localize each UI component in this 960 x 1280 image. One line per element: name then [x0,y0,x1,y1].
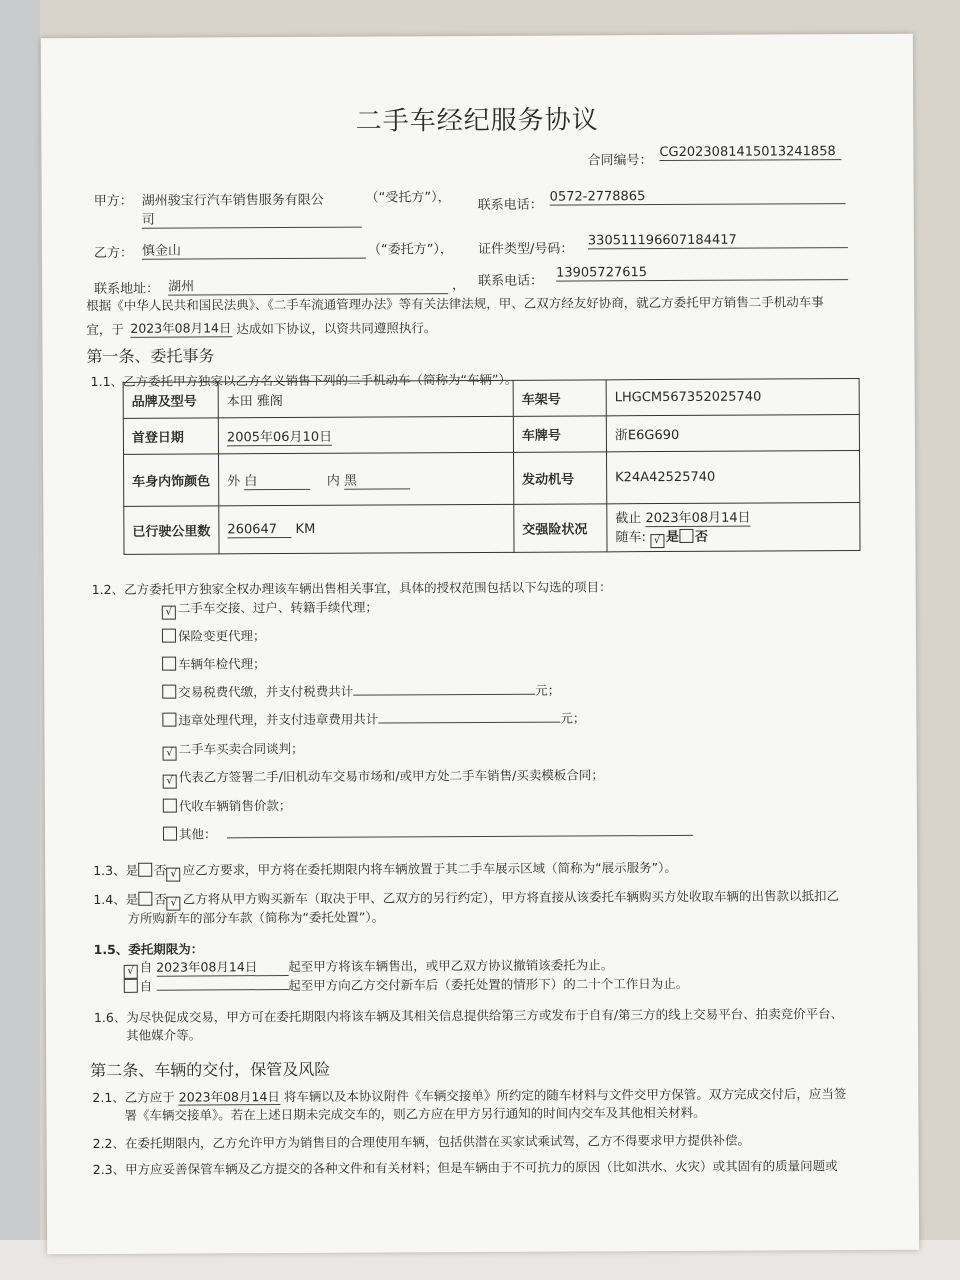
clause-1-4 [93,886,839,911]
option-1-label: 二手车交接、过户、转籍手续代理； [177,599,378,616]
party-b-address-separator: ， [452,278,466,294]
party-b-id-type-label: 证件类型/号码： [477,241,574,258]
option-2-label: 保险变更代理； [177,628,266,644]
other-field[interactable] [226,821,692,838]
insurance-with-car-prefix: 随车: [615,530,646,546]
clause-1-5-heading: 1.5、委托期限为： [93,941,204,958]
vehicle-info-table [123,378,861,555]
option-9-checkbox[interactable] [163,827,177,841]
option-1 [162,598,378,620]
option-9-label: 其他： [178,826,217,842]
party-a-name-line2: 司 [142,208,362,229]
term-option-1-prefix: 自 [139,959,153,975]
brand-value: 本田 雅阁 [218,380,513,418]
clause-1-6 [94,1004,843,1026]
clause-2-1-prefix: 乙方应于 [124,1089,175,1105]
agreement-date: 2023年08月14日 [130,318,232,338]
clause-1-3-no-checkbox[interactable]: √ [167,868,181,882]
term-option-1-text: 起至甲方将该车辆售出，或甲乙双方协议撤销该委托为止。 [288,957,614,975]
clause-1-6-text2: 其他媒介等。 [126,1027,202,1043]
option-6-label: 二手车买卖合同谈判； [178,740,304,757]
option-1-checkbox[interactable]: √ [162,606,176,620]
clause-1-3-number: 1.3、 [93,862,126,879]
plate-value: 浙E6G690 [606,415,859,452]
party-a-role: （“受托方”）， [365,190,451,206]
document-title: 二手车经纪服务协议 [355,105,599,137]
clause-2-3-number: 2.3、 [92,1161,126,1178]
clause-1-4-number: 1.4、 [93,891,126,908]
party-b-id-number: 330511196607184417 [588,232,848,249]
term-start-date: 2023年08月14日 [156,957,288,977]
clause-1-4-text2: 方所购新车的部分车款（简称为“委托处置”）。 [127,909,385,926]
clause-1-4-yes-label: 是 [125,891,139,907]
preamble-line2-prefix: 宜，于 [86,321,124,338]
party-b-role: （“委托方”）， [367,242,453,258]
option-5-label: 违章处理代理，并支付违章费用共计 [178,711,379,728]
exterior-color: 白 [244,469,310,489]
option-5-suffix: 元； [560,710,586,726]
contract-number-label: 合同编号： [587,153,653,169]
option-9 [163,821,693,843]
preamble-line2-suffix: 达成如下协议，以资共同遵照执行。 [236,320,437,337]
insurance-no-checkbox[interactable] [679,529,693,543]
option-3 [162,654,266,673]
party-b-label: 乙方： [93,245,134,262]
clause-2-1-text2: 署《车辆交接单》。若在上述日期未完成交车的，则乙方应在甲方另行通知的时间内交车及其他相关材料。 [124,1104,706,1123]
term-option-1-checkbox[interactable]: √ [124,965,138,979]
insurance-label: 交强险状况 [514,504,607,552]
clause-1-1: 1.1、乙方委托甲方独家以乙方名义销售下列的二手机动车（简称为“车辆”）。 [90,371,518,390]
first-registration-cell [218,416,513,454]
clause-2-2-number: 2.2、 [92,1135,126,1152]
option-8-label: 代收车辆销售价款； [178,797,292,814]
vin-label: 车架号 [513,380,606,416]
color-cell [219,452,514,506]
party-b-address: 湖州 [168,274,448,295]
first-registration-value: 2005年06月10日 [226,429,333,446]
option-4-label: 交易税费代缴，并支付税费共计 [178,683,354,700]
clause-1-4-yes-checkbox[interactable] [138,892,152,906]
clause-1-3-no-label: 否 [154,862,167,878]
option-7-label: 代表乙方签署二手/旧机动车交易市场和/或甲方处二手车销售/买卖模板合同； [178,767,604,785]
option-2 [162,626,266,645]
clause-1-4-no-label: 否 [154,891,167,907]
engine-value: K24A42525740 [606,451,859,504]
option-4-suffix: 元； [535,682,561,698]
mileage-label: 已行驶公里数 [124,506,219,554]
clause-2-3-text: 甲方应妥善保管车辆及乙方提交的各种文件和有关材料；但是车辆由于不可抗力的原因（比如洪水、火灾）或其固有的质量问题或 [125,1158,838,1177]
first-registration-label: 首登日期 [123,418,218,454]
contract-paper [41,34,919,1255]
contract-number: CG2023081415013241858 [659,144,841,161]
brand-label: 品牌及型号 [123,382,218,418]
party-b-phone-label: 联系电话： [478,273,544,290]
term-option-2-text: 起至甲方向乙方交付新车后（委托处置的情形下）的二十个工作日为止。 [288,975,689,994]
option-8-checkbox[interactable] [163,799,177,813]
clause-2-1-text1: 将车辆以及本协议附件《车辆交接单》所约定的随车材料与文件交甲方保管。双方完成交付后，应当签 [283,1086,847,1105]
section1-heading: 第一条、委托事务 [86,346,215,367]
clause-2-2-text: 在委托期限内，乙方允许甲方为销售目的合理使用车辆，包括供潜在买家试乘试驾，乙方不得要求甲方提供补偿。 [124,1132,751,1151]
clause-1-2: 1.2、乙方委托甲方独家全权办理该车辆出售相关事宜，具体的授权范围包括以下勾选的项目： [91,579,612,598]
insurance-no-label: 否 [694,529,709,545]
mileage-value: 260647 [227,521,291,537]
insurance-until-prefix: 截止 [615,511,642,527]
option-7-checkbox[interactable]: √ [163,775,177,789]
clause-1-3-text: 应乙方要求，甲方将在委托期限内将车辆放置于其二手车展示区域（简称为“展示服务”）。 [182,859,677,878]
term-option-2-prefix: 自 [139,978,153,994]
insurance-yes-checkbox[interactable]: √ [650,534,664,548]
option-5 [162,707,585,728]
party-a-label: 甲方： [93,193,133,210]
clause-1-4-no-checkbox[interactable]: √ [167,897,181,911]
party-b-address-label: 联系地址： [94,281,160,298]
plate-label: 车牌号 [513,416,606,452]
clause-1-3 [93,858,677,882]
term-option-2-checkbox[interactable] [124,979,138,993]
vin-value: LHGCM567352025740 [606,379,859,416]
interior-color: 黑 [344,469,410,489]
insurance-until-date: 2023年08月14日 [645,510,751,527]
color-label: 车身内饰颜色 [124,454,219,506]
section2-heading: 第二条、车辆的交付，保管及风险 [90,1059,331,1081]
mileage-unit: KM [295,521,316,537]
clause-2-1-number: 2.1、 [92,1089,125,1106]
insurance-yes-label: 是 [665,529,680,546]
background-left [0,0,40,1280]
option-8 [163,796,292,815]
engine-label: 发动机号 [513,452,606,504]
option-3-checkbox[interactable] [162,657,176,671]
party-a-phone: 0572-2778865 [550,188,846,206]
mileage-cell [219,504,514,554]
option-5-checkbox[interactable] [162,713,176,727]
party-b-name: 慎金山 [142,239,366,260]
term-option-2 [124,973,689,995]
interior-prefix: 内 [326,473,340,489]
violation-amount-field[interactable] [378,708,560,724]
clause-1-3-yes-label: 是 [125,862,139,878]
party-a-name-line1: 湖州骏宝行汽车销售服务有限公 [141,192,324,209]
clause-2-2 [93,1131,750,1152]
option-6 [162,739,303,761]
insurance-cell [607,503,860,552]
clause-1-6-text1: 为尽快促成交易，甲方可在委托期限内将该车辆及其相关信息提供给第三方或发布于自有/第三方的线上交易平台、拍卖竞价平台、 [126,1006,844,1025]
tax-amount-field[interactable] [353,680,535,696]
handover-date: 2023年08月14日 [178,1089,280,1105]
clause-2-3 [93,1156,838,1178]
option-4-checkbox[interactable] [162,685,176,699]
clause-1-4-text1: 乙方将从甲方购买新车（取决于甲、乙双方的另行约定），甲方将直接从该委托车辆购买方处收取车辆的出售款以抵扣乙 [182,888,840,907]
clause-2-1 [92,1084,846,1106]
option-2-checkbox[interactable] [162,629,176,643]
option-6-checkbox[interactable]: √ [163,747,177,761]
preamble-line1: 根据《中华人民共和国民法典》、《二手车流通管理办法》等有关法律法规，甲、乙双方经友好协商，就乙方委托甲方销售二手机动车事 [86,294,824,314]
clause-1-3-yes-checkbox[interactable] [138,863,152,877]
option-3-label: 车辆年检代理； [178,656,266,672]
party-a-phone-label: 联系电话： [477,197,543,214]
option-4 [162,680,560,701]
term-option-2-date-field[interactable] [156,975,288,991]
party-b-phone: 13905727615 [556,264,848,282]
option-7 [163,765,604,788]
clause-1-6-number: 1.6、 [93,1009,127,1026]
exterior-prefix: 外 [227,473,241,489]
